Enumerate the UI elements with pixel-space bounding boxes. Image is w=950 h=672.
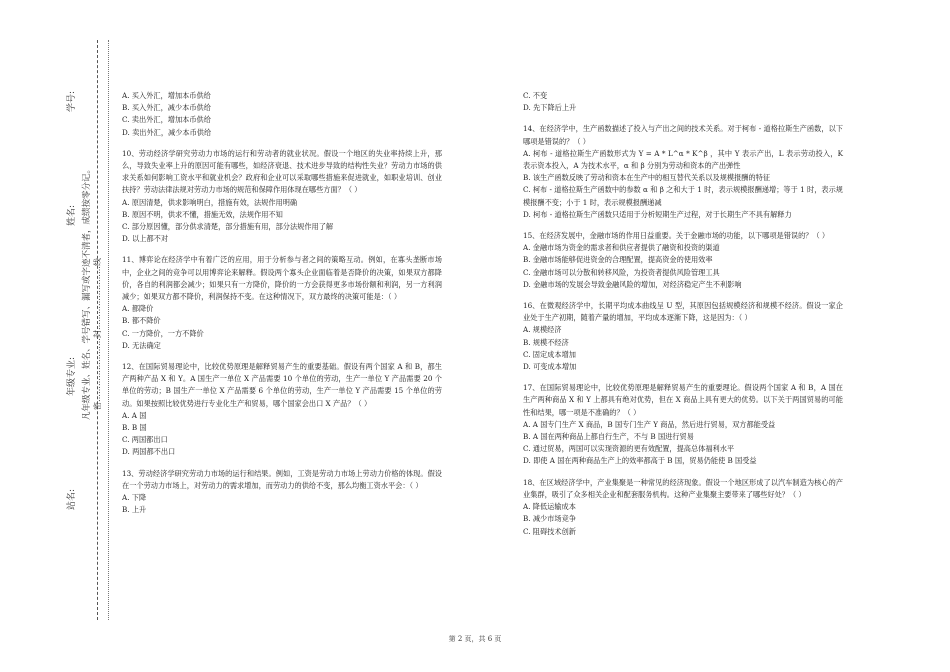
option[interactable]: B. 买入外汇，减少本币供给 [122, 103, 211, 113]
question-13 [122, 468, 442, 517]
option[interactable]: B. B 国 [122, 423, 147, 433]
option[interactable]: C. 卖出外汇，增加本币供给 [122, 115, 211, 125]
major-label: 年级专业: [67, 356, 77, 396]
option[interactable]: A. 原因清楚，供求影响明白，措施有效，法规作用明确 [122, 197, 298, 207]
option[interactable]: A. 买入外汇，增加本币供给 [122, 91, 211, 100]
question-11 [122, 254, 442, 352]
question-stem: 10、劳动经济学研究劳动力市场的运行和劳动者的就业状况。假设一个地区的失业率持续上升，那么，导致失业率上升的原因可能有哪些，如经济衰退、技术进步导致的结构性失业？劳动力市场的供求关系如何影响工资水平和就业机会？政府和企业可以采取哪些措施来促进就业，如职业培训、创业扶持？劳动法律法规对劳动力市场的规范和保障作用体现在哪些方面？（ ） [122, 148, 442, 195]
option[interactable]: A. 都降价 [122, 304, 154, 314]
question-stem: 16、在微观经济学中，长期平均成本曲线呈 U 型，其原因包括规模经济和规模不经济。假设一家企业处于生产初期，随着产量的增加，平均成本逐渐下降，这是因为：（ ） [523, 301, 843, 323]
option[interactable]: C. 阻碍技术创新 [523, 526, 576, 536]
option[interactable]: D. 无法确定 [122, 340, 161, 350]
option[interactable]: D. 卖出外汇，减少本币供给 [122, 127, 212, 137]
option[interactable]: B. 原因不明，供求不懂，措施无效，法规作用不知 [122, 209, 283, 219]
option[interactable]: C. 通过贸易，两国可以实现资源的更有效配置，提高总体福利水平 [523, 444, 735, 454]
option[interactable]: B. 该生产函数反映了劳动和资本在生产中的相互替代关系以及规模报酬的特征 [523, 173, 771, 183]
option[interactable]: C. 固定成本增加 [523, 349, 576, 359]
question-stem: 18、在区域经济学中，产业集聚是一种常见的经济现象。假设一个地区形成了以汽车制造为核心的产业集群，吸引了众多相关企业和配套服务机构。这种产业集聚主要带来了哪些好处？（ ） [523, 477, 843, 499]
option[interactable]: C. 一方降价，一方不降价 [122, 328, 204, 338]
option[interactable]: D. 柯布 - 道格拉斯生产函数只适用于分析短期生产过程，对于长期生产不具有解释力 [523, 209, 792, 219]
exam-warning: 凡年级专业、姓名、学号错写、漏写或字迹不清者，成绩按零分记。 [82, 164, 92, 420]
option[interactable]: B. 都不降价 [122, 316, 161, 326]
option[interactable]: A. 下降 [122, 493, 147, 503]
option[interactable]: D. 金融市场的发展会导致金融风险的增加，对经济稳定产生不利影响 [523, 279, 742, 289]
question-stem: 17、在国际贸易理论中，比较优势原理是解释贸易产生的重要理论。假设两个国家 A 和 B，A 国在生产两种商品 X 和 Y 上都具有绝对优势，但在 X 商品上具有更大的优势。以下关于两国贸易的可能性和结果，哪一项是不准确的？（ ） [523, 383, 843, 417]
page-footer: 第 2 页，共 6 页 [448, 635, 502, 643]
option[interactable]: C. 金融市场可以分散和转移风险，为投资者提供风险管理工具 [523, 267, 720, 277]
question-15 [523, 230, 843, 291]
option[interactable]: B. A 国在两种商品上都自行生产，不与 B 国进行贸易 [523, 432, 694, 442]
option[interactable]: B. 上升 [122, 505, 147, 515]
option[interactable]: D. 可变成本增加 [523, 362, 577, 372]
option[interactable]: C. 柯布 - 道格拉斯生产函数中的参数 α 和 β 之和大于 1 时，表示规模报酬递增；等于 1 时，表示规模报酬不变；小于 1 时，表示规模报酬递减 [523, 185, 843, 207]
question-9-tail [122, 90, 442, 139]
question-stem: 15、在经济发展中，金融市场的作用日益重要。关于金融市场的功能，以下哪项是错误的？（ ） [523, 231, 830, 241]
question-10 [122, 148, 442, 246]
option[interactable]: A. 金融市场为资金的需求者和供应者提供了融资和投资的渠道 [523, 243, 720, 253]
question-12 [122, 361, 442, 459]
option[interactable]: A. 降低运输成本 [523, 502, 576, 512]
option[interactable]: D. 先下降后上升 [523, 103, 577, 113]
option[interactable]: A. 柯布 - 道格拉斯生产函数形式为 Y = A * L^α * K^β ，其中 Y 表示产出，L 表示劳动投入，K 表示资本投入，A 为技术水平，α 和 β 分别为劳动和资本的产出弹性 [523, 148, 843, 171]
option[interactable]: A. A 国专门生产 X 商品，B 国专门生产 Y 商品，然后进行贸易，双方都能受益 [523, 419, 776, 429]
binding-margin [0, 0, 115, 672]
left-column [122, 90, 442, 526]
question-18 [523, 477, 843, 538]
question-17 [523, 382, 843, 467]
question-14 [523, 123, 843, 221]
question-stem: 14、在经济学中，生产函数描述了投入与产出之间的技术关系。对于柯布 - 道格拉斯生产函数，以下哪项是错误的？（ ） [523, 124, 843, 146]
school-label: 站名: [67, 488, 77, 510]
option[interactable]: A. 规模经济 [523, 325, 562, 335]
option[interactable]: B. 规模不经济 [523, 337, 569, 347]
option[interactable]: C. 部分原因懂，部分供求清楚，部分措施有用，部分法规作用了解 [122, 222, 334, 232]
question-stem: 13、劳动经济学研究劳动力市场的运行和结果。例如，工资是劳动力市场上劳动力价格的体现。假设在一个劳动力市场上，对劳动力的需求增加，而劳动力的供给不变，那么均衡工资水平会：（ ） [122, 468, 442, 490]
option[interactable]: B. 金融市场能够促进资金的合理配置，提高资金的使用效率 [523, 255, 713, 265]
option[interactable]: D. 即使 A 国在两种商品生产上的效率都高于 B 国，贸易仍能使 B 国受益 [523, 456, 757, 466]
option[interactable]: C. 两国都出口 [122, 435, 168, 445]
right-column [523, 90, 843, 547]
option[interactable]: A. A 国 [122, 410, 147, 420]
question-stem: 12、在国际贸易理论中，比较优势原理是解释贸易产生的重要基础。假设有两个国家 A 和 B，都生产两种产品 X 和 Y。A 国生产一单位 X 产品需要 10 个单位的劳动，生产一单位 Y 产品需要 20 个单位的劳动；B 国生产一单位 X 产品需要 6 个单位的劳动，生产一单位 Y 产品需要 15 个单位的劳动。如果按照比较优势进行专业化生产和贸易，哪个国家会出口 X 产品？（ ） [122, 362, 442, 408]
seal-text: 密……………………封……………………线 [93, 258, 102, 410]
seal-line [108, 40, 109, 620]
name-label: 姓名: [67, 204, 77, 226]
question-stem: 11、博弈论在经济学中有着广泛的应用，用于分析参与者之间的策略互动。例如，在寡头垄断市场中，企业之间的竞争可以用博弈论来解释。假设两个寡头企业面临着是否降价的决策，如果双方都降价，各自的利润都会减少；如果只有一方降价，降价的一方会获得更多市场份额和利润，另一方利润减少；如果双方都不降价，利润保持不变。在这种情况下，双方最终的决策可能是：（ ） [122, 255, 442, 302]
question-13-tail [523, 90, 843, 114]
option[interactable]: D. 两国都不出口 [122, 447, 176, 457]
option[interactable]: C. 不变 [523, 91, 548, 100]
question-16 [523, 300, 843, 373]
student-id-label: 学号: [67, 90, 77, 112]
option[interactable]: B. 减少市场竞争 [523, 514, 576, 524]
option[interactable]: D. 以上都不对 [122, 234, 169, 244]
